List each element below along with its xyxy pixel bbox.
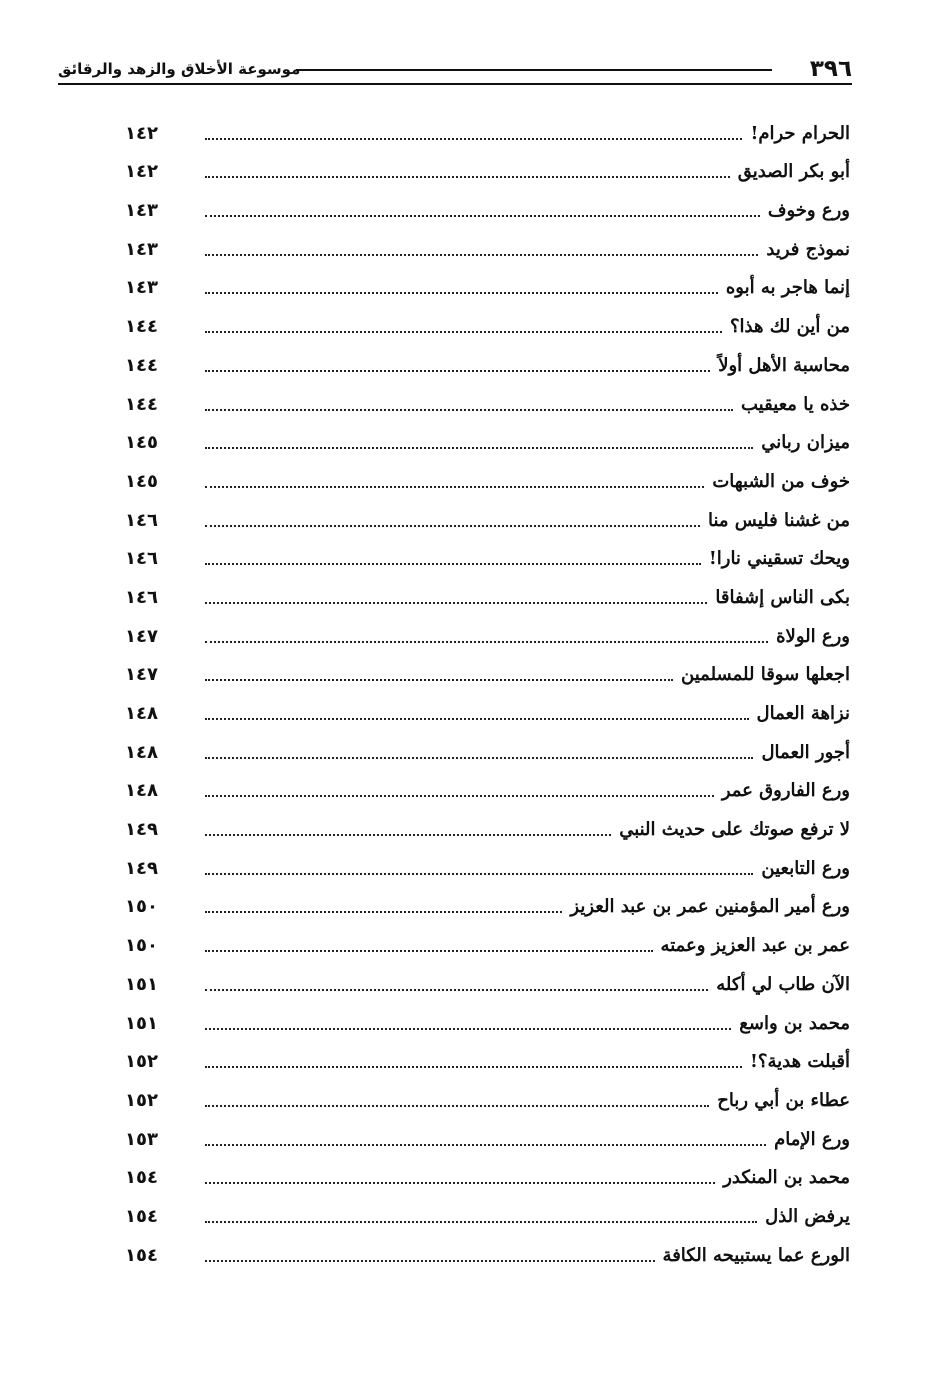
page-header [58, 56, 852, 86]
toc-entry-title: محمد بن المنكدر [723, 1167, 850, 1189]
toc-entry-title: ورع الولاة [776, 625, 850, 647]
toc-entry [125, 1077, 850, 1116]
toc-entry [125, 1232, 850, 1271]
toc-entry-title: أقبلت هدية؟! [750, 1051, 850, 1073]
toc-entry-page: ١٤٥ [125, 470, 158, 492]
toc-entry-title: يرفض الذل [765, 1205, 850, 1227]
toc-entry-title: اجعلها سوقا للمسلمين [681, 664, 850, 686]
toc-entry [125, 1116, 850, 1155]
toc-entry [125, 1039, 850, 1078]
book-title: موسوعة الأخلاق والزهد والرقائق [58, 60, 301, 78]
toc-dot-leader [205, 447, 753, 449]
toc-entry-page: ١٤٨ [125, 741, 158, 763]
toc-entry-page: ١٥٤ [125, 1167, 158, 1189]
toc-entry-page: ١٤٦ [125, 548, 158, 570]
toc-entry [125, 226, 850, 265]
toc-entry [125, 381, 850, 420]
toc-entry-title: من غشنا فليس منا [707, 509, 850, 531]
table-of-contents [125, 110, 850, 1271]
toc-entry-title: أجور العمال [761, 741, 850, 763]
toc-entry [125, 652, 850, 691]
toc-entry [125, 1155, 850, 1194]
toc-entry [125, 806, 850, 845]
toc-entry [125, 458, 850, 497]
toc-dot-leader [205, 409, 733, 411]
toc-entry [125, 961, 850, 1000]
toc-entry-page: ١٤٨ [125, 780, 158, 802]
toc-entry-page: ١٤٣ [125, 238, 158, 260]
toc-entry-page: ١٤٦ [125, 509, 158, 531]
toc-entry-page: ١٤٤ [125, 316, 158, 338]
toc-entry [125, 729, 850, 768]
toc-entry-page: ١٥١ [125, 973, 158, 995]
toc-dot-leader [205, 641, 768, 643]
toc-entry-title: الورع عما يستبيحه الكافة [662, 1244, 850, 1266]
toc-dot-leader [205, 718, 749, 720]
toc-entry-page: ١٤٣ [125, 200, 158, 222]
toc-entry-page: ١٤٤ [125, 393, 158, 415]
toc-entry-title: ورع أمير المؤمنين عمر بن عبد العزيز [570, 896, 850, 918]
toc-entry-title: ورع وخوف [767, 200, 850, 222]
toc-entry-title: الحرام حرام! [750, 122, 850, 144]
toc-entry-page: ١٥٢ [125, 1089, 158, 1111]
toc-entry-page: ١٤٧ [125, 664, 158, 686]
toc-entry-page: ١٤٤ [125, 354, 158, 376]
toc-entry [125, 187, 850, 226]
toc-entry-title: خوف من الشبهات [712, 470, 850, 492]
toc-entry-title: أبو بكر الصديق [737, 161, 850, 183]
toc-entry [125, 574, 850, 613]
toc-entry-title: ورع التابعين [761, 857, 850, 879]
toc-dot-leader [205, 1028, 731, 1030]
toc-dot-leader [205, 757, 753, 759]
header-divider-line [296, 69, 772, 71]
toc-dot-leader [205, 1066, 742, 1068]
toc-dot-leader [205, 331, 722, 333]
toc-entry-title: خذه يا معيقيب [740, 393, 850, 415]
toc-entry-title: ورع الفاروق عمر [721, 780, 850, 802]
toc-dot-leader [205, 176, 730, 178]
toc-entry-page: ١٤٦ [125, 586, 158, 608]
toc-dot-leader [205, 254, 758, 256]
toc-dot-leader [205, 1144, 766, 1146]
toc-entry [125, 536, 850, 575]
toc-entry-title: محاسبة الأهل أولاً [718, 354, 850, 376]
toc-dot-leader [205, 486, 704, 488]
toc-entry [125, 342, 850, 381]
toc-entry-title: من أين لك هذا؟ [729, 316, 850, 338]
toc-dot-leader [205, 1105, 709, 1107]
toc-entry-title: ميزان رباني [761, 432, 850, 454]
toc-entry-page: ١٥٠ [125, 935, 158, 957]
toc-entry [125, 884, 850, 923]
toc-entry-title: عطاء بن أبي رباح [717, 1089, 850, 1111]
toc-entry-title: محمد بن واسع [739, 1012, 850, 1034]
toc-entry-title: إنما هاجر به أبوه [725, 277, 850, 299]
toc-entry-page: ١٥٤ [125, 1205, 158, 1227]
toc-dot-leader [205, 215, 760, 217]
toc-entry-page: ١٤٥ [125, 432, 158, 454]
toc-dot-leader [205, 795, 714, 797]
toc-entry-page: ١٥٠ [125, 896, 158, 918]
toc-dot-leader [205, 370, 710, 372]
toc-entry [125, 497, 850, 536]
toc-entry [125, 768, 850, 807]
toc-entry-page: ١٥١ [125, 1012, 158, 1034]
toc-entry-page: ١٥٢ [125, 1051, 158, 1073]
toc-entry-title: عمر بن عبد العزيز وعمته [660, 935, 850, 957]
toc-dot-leader [205, 138, 742, 140]
toc-entry-page: ١٤٢ [125, 161, 158, 183]
toc-entry-page: ١٤٩ [125, 857, 158, 879]
toc-entry [125, 922, 850, 961]
toc-entry [125, 845, 850, 884]
toc-entry-page: ١٤٣ [125, 277, 158, 299]
toc-entry-title: نزاهة العمال [756, 703, 850, 724]
toc-entry-title: ويحك تسقيني نارا! [708, 548, 850, 570]
toc-entry [125, 265, 850, 304]
toc-entry [125, 420, 850, 459]
toc-entry-title: لا ترفع صوتك على حديث النبي [619, 819, 850, 841]
toc-dot-leader [205, 989, 708, 991]
toc-dot-leader [205, 834, 611, 836]
toc-entry-page: ١٤٢ [125, 122, 158, 144]
toc-dot-leader [205, 1182, 715, 1184]
header-rule [58, 83, 852, 85]
page-number: ٣٩٦ [809, 56, 852, 82]
toc-entry [125, 303, 850, 342]
toc-dot-leader [205, 950, 653, 952]
toc-dot-leader [205, 525, 700, 527]
toc-entry-page: ١٤٧ [125, 625, 158, 647]
toc-entry-page: ١٥٣ [125, 1128, 158, 1150]
toc-dot-leader [205, 873, 753, 875]
toc-dot-leader [205, 1260, 655, 1262]
toc-dot-leader [205, 602, 707, 604]
toc-dot-leader [205, 292, 718, 294]
toc-entry [125, 613, 850, 652]
toc-entry-page: ١٤٩ [125, 819, 158, 841]
toc-entry [125, 1193, 850, 1232]
toc-entry [125, 110, 850, 149]
toc-entry-title: نموذج فريد [766, 238, 850, 260]
toc-entry [125, 1000, 850, 1039]
toc-dot-leader [205, 679, 673, 681]
toc-dot-leader [205, 563, 701, 565]
toc-entry-title: الآن طاب لي أكله [716, 973, 850, 995]
toc-entry-title: بكى الناس إشفاقا [715, 586, 850, 608]
toc-entry-title: ورع الإمام [774, 1128, 850, 1150]
toc-entry [125, 149, 850, 188]
toc-dot-leader [205, 911, 562, 913]
toc-entry [125, 690, 850, 729]
toc-entry-page: ١٥٤ [125, 1244, 158, 1266]
toc-entry-page: ١٤٨ [125, 703, 158, 724]
toc-dot-leader [205, 1221, 757, 1223]
